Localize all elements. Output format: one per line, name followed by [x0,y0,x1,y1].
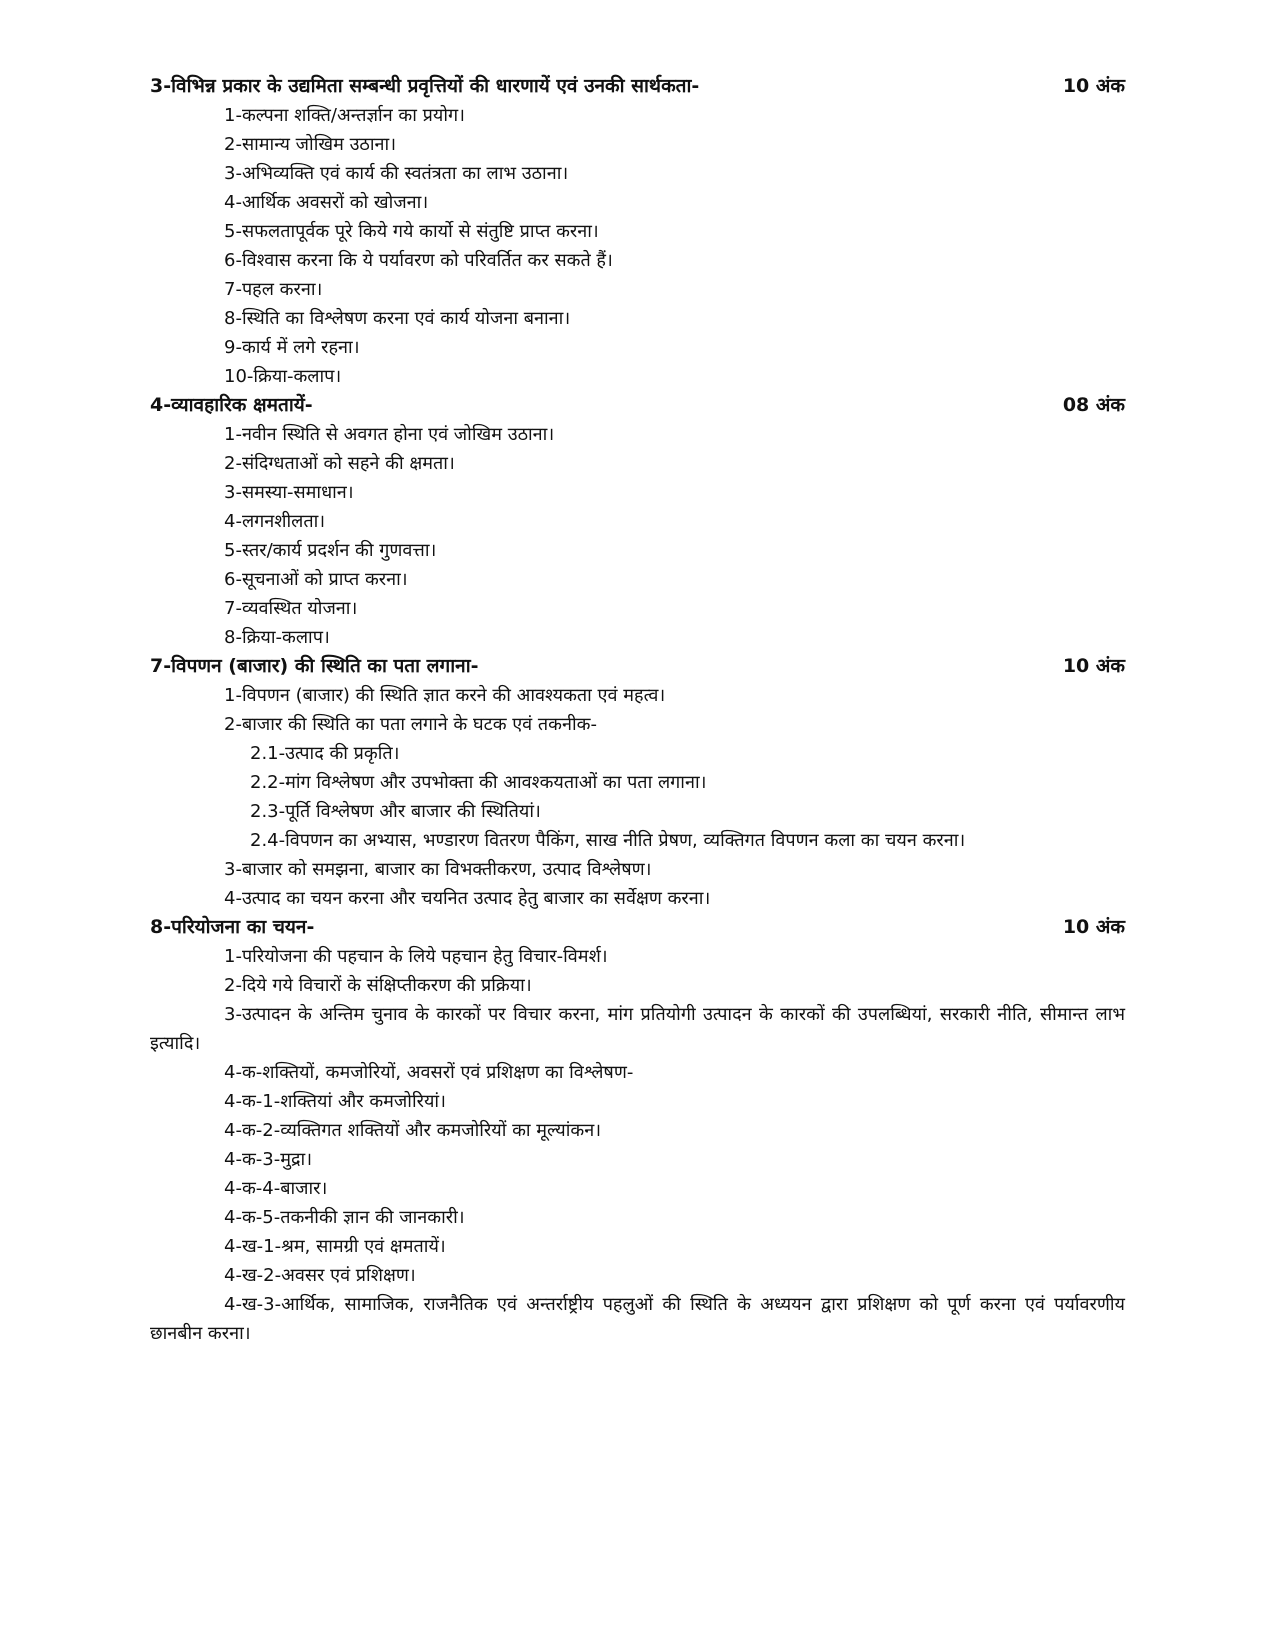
list-item: 2-दिये गये विचारों के संक्षिप्तीकरण की प्रक्रिया। [224,975,532,996]
section-marks: 10 अंक [1062,916,1125,938]
list-item: 1-परियोजना की पहचान के लिये पहचान हेतु विचार-विमर्श। [224,946,608,967]
list-item: 3-बाजार को समझना, बाजार का विभक्तीकरण, उत्पाद विश्लेषण। [224,859,652,880]
list-item: 4-क-2-व्यक्तिगत शक्तियों और कमजोरियों का मूल्यांकन। [224,1120,602,1141]
list-item: 5-स्तर/कार्य प्रदर्शन की गुणवत्ता। [224,540,437,561]
list-item: 4-ख-1-श्रम, सामग्री एवं क्षमतायें। [224,1236,446,1257]
section-marks: 10 अंक [1062,655,1125,677]
list-item: 4-उत्पाद का चयन करना और चयनित उत्पाद हेतु बाजार का सर्वेक्षण करना। [224,888,711,909]
list-item: 1-नवीन स्थिति से अवगत होना एवं जोखिम उठाना। [224,424,555,445]
section-title: 7-विपणन (बाजार) की स्थिति का पता लगाना- [150,655,479,677]
list-item: 4-लगनशीलता। [224,511,326,532]
list-item: 7-पहल करना। [224,279,323,300]
list-item: 3-समस्या-समाधान। [224,482,354,503]
sub-list-item: 2.2-मांग विश्लेषण और उपभोक्ता की आवश्कयताओं का पता लगाना। [250,772,707,793]
section-heading-row [150,913,1125,942]
list-item: 4-क-4-बाजार। [224,1178,328,1199]
list-item: 10-क्रिया-कलाप। [224,366,342,387]
section-title: 4-व्यावहारिक क्षमतायें- [150,394,313,416]
list-item: 4-क-1-शक्तियां और कमजोरियां। [224,1091,446,1112]
list-item: 3-उत्पादन के अन्तिम चुनाव के कारकों पर विचार करना, मांग प्रतियोगी उत्पादन के कारकों की उपलब्धियां, सरकारी नीति, सीमान्त लाभ इत्यादि। [150,1004,1125,1054]
list-item: 1-विपणन (बाजार) की स्थिति ज्ञात करने की आवश्यकता एवं महत्व। [224,685,666,706]
syllabus-section [150,72,1125,391]
list-item: 7-व्यवस्थित योजना। [224,598,358,619]
list-item: 6-विश्वास करना कि ये पर्यावरण को परिवर्तित कर सकते हैं। [224,250,613,271]
list-item: 4-क-शक्तियों, कमजोरियों, अवसरों एवं प्रशिक्षण का विश्लेषण- [224,1062,634,1083]
list-item: 4-आर्थिक अवसरों को खोजना। [224,192,429,213]
sub-list-item: 2.4-विपणन का अभ्यास, भण्डारण वितरण पैकिंग, साख नीति प्रेषण, व्यक्तिगत विपणन कला का चयन करना। [250,830,966,851]
list-item: 3-अभिव्यक्ति एवं कार्य की स्वतंत्रता का लाभ उठाना। [224,163,569,184]
section-heading-row [150,391,1125,420]
list-item: 1-कल्पना शक्ति/अन्तर्ज्ञान का प्रयोग। [224,105,465,126]
list-item: 2-सामान्य जोखिम उठाना। [224,134,397,155]
section-heading-row [150,652,1125,681]
section-title: 3-विभिन्न प्रकार के उद्यमिता सम्बन्धी प्रवृत्तियों की धारणायें एवं उनकी सार्थकता- [150,75,700,97]
sub-list-item: 2.3-पूर्ति विश्लेषण और बाजार की स्थितियां। [250,801,541,822]
syllabus-section [150,391,1125,652]
section-marks: 10 अंक [1062,75,1125,97]
list-item: 4-ख-3-आर्थिक, सामाजिक, राजनैतिक एवं अन्तर्राष्ट्रीय पहलुओं की स्थिति के अध्ययन द्वारा प्रशिक्षण को पूर्ण करना एवं पर्यावरणीय छानबीन करना। [150,1294,1125,1344]
list-item: 9-कार्य में लगे रहना। [224,337,360,358]
section-marks: 08 अंक [1062,394,1125,416]
list-item: 5-सफलतापूर्वक पूरे किये गये कार्यो से संतुष्टि प्राप्त करना। [224,221,599,242]
syllabus-section [150,652,1125,913]
list-item: 8-स्थिति का विश्लेषण करना एवं कार्य योजना बनाना। [224,308,571,329]
list-item: 4-क-3-मुद्रा। [224,1149,313,1170]
section-heading-row [150,72,1125,101]
list-item: 6-सूचनाओं को प्राप्त करना। [224,569,408,590]
section-title: 8-परियोजना का चयन- [150,916,315,938]
sub-list-item: 2.1-उत्पाद की प्रकृति। [250,743,400,764]
list-item: 2-संदिग्धताओं को सहने की क्षमता। [224,453,455,474]
list-item: 8-क्रिया-कलाप। [224,627,330,648]
list-item: 4-क-5-तकनीकी ज्ञान की जानकारी। [224,1207,465,1228]
list-item: 2-बाजार की स्थिति का पता लगाने के घटक एवं तकनीक- [224,714,597,735]
syllabus-section [150,913,1125,1348]
list-item: 4-ख-2-अवसर एवं प्रशिक्षण। [224,1265,416,1286]
